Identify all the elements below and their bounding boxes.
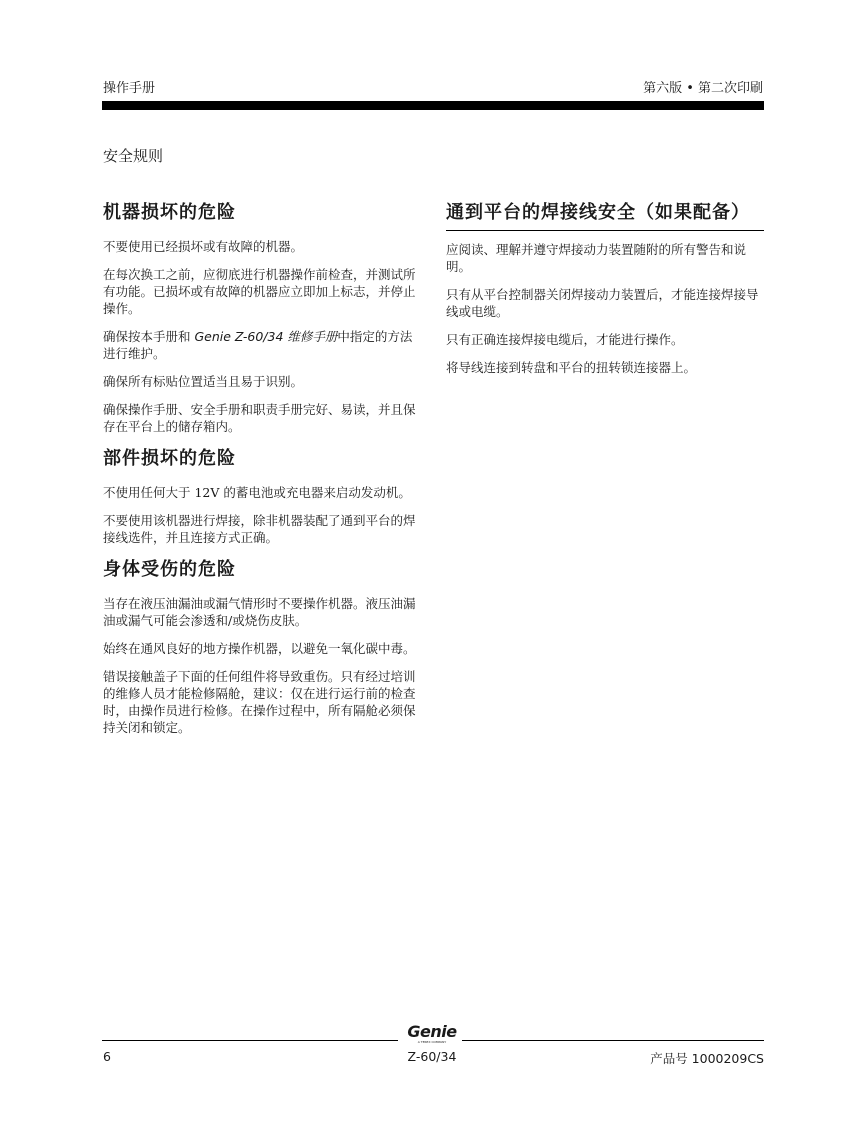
machine-damage-heading: 机器损坏的危险 [103, 202, 236, 223]
page-number: 6 [103, 1049, 111, 1064]
right-column [446, 200, 764, 387]
paragraph: 应阅读、理解并遵守焊接动力装置随附的所有警告和说明。 [446, 242, 747, 274]
paragraph: 始终在通风良好的地方操作机器，以避免一氧化碳中毒。 [103, 641, 416, 656]
paragraph: 在每次换工之前，应彻底进行机器操作前检查，并测试所有功能。已损坏或有故障的机器应立即加上标志，并停止操作。 [103, 267, 416, 316]
header-rule [102, 101, 764, 110]
paragraph: 只有从平台控制器关闭焊接动力装置后，才能连接焊接导线或电缆。 [446, 287, 759, 319]
service-manual-reference: Genie Z-60/34 维修手册 [194, 329, 338, 344]
text-span: 中指定的方法进行维护。 [103, 329, 413, 361]
left-column [103, 200, 421, 747]
paragraph: 不要使用该机器进行焊接，除非机器装配了通到平台的焊接线选件，并且连接方式正确。 [103, 513, 416, 545]
product-number: 产品号 1000209CS [650, 1051, 764, 1066]
paragraph: 不使用任何大于 12V 的蓄电池或充电器来启动发动机。 [103, 485, 411, 500]
footer-rule-right [462, 1040, 764, 1041]
header-edition: 第六版 • 第二次印刷 [643, 81, 763, 96]
model-number: Z-60/34 [407, 1049, 457, 1064]
logo-text: Genie [407, 1022, 457, 1041]
welding-safety-heading: 通到平台的焊接线安全（如果配备） [446, 200, 764, 231]
bodily-injury-heading: 身体受伤的危险 [103, 559, 236, 580]
section-title: 安全规则 [103, 147, 164, 165]
logo-subtext: A TEREX COMPANY [417, 1040, 447, 1044]
paragraph: 错误接触盖子下面的任何组件将导致重伤。只有经过培训的维修人员才能检修隔舱，建议：仅在进行运行前的检查时，由操作员进行检修。在操作过程中，所有隔舱必须保持关闭和锁定。 [103, 669, 416, 735]
footer-rule-left [102, 1040, 398, 1041]
genie-logo [404, 1024, 460, 1044]
paragraph: 当存在液压油漏油或漏气情形时不要操作机器。液压油漏油或漏气可能会渗透和/或烧伤皮肤。 [103, 596, 416, 628]
text-span: 确保按本手册和 [103, 329, 195, 344]
paragraph: 不要使用已经损坏或有故障的机器。 [103, 239, 304, 254]
paragraph: 将导线连接到转盘和平台的扭转锁连接器上。 [446, 360, 697, 375]
paragraph [103, 328, 421, 362]
paragraph: 确保操作手册、安全手册和职责手册完好、易读，并且保存在平台上的储存箱内。 [103, 402, 416, 434]
paragraph: 只有正确连接焊接电缆后，才能进行操作。 [446, 332, 684, 347]
paragraph: 确保所有标贴位置适当且易于识别。 [103, 374, 304, 389]
component-damage-heading: 部件损坏的危险 [103, 448, 236, 469]
header-manual-title: 操作手册 [103, 81, 156, 96]
